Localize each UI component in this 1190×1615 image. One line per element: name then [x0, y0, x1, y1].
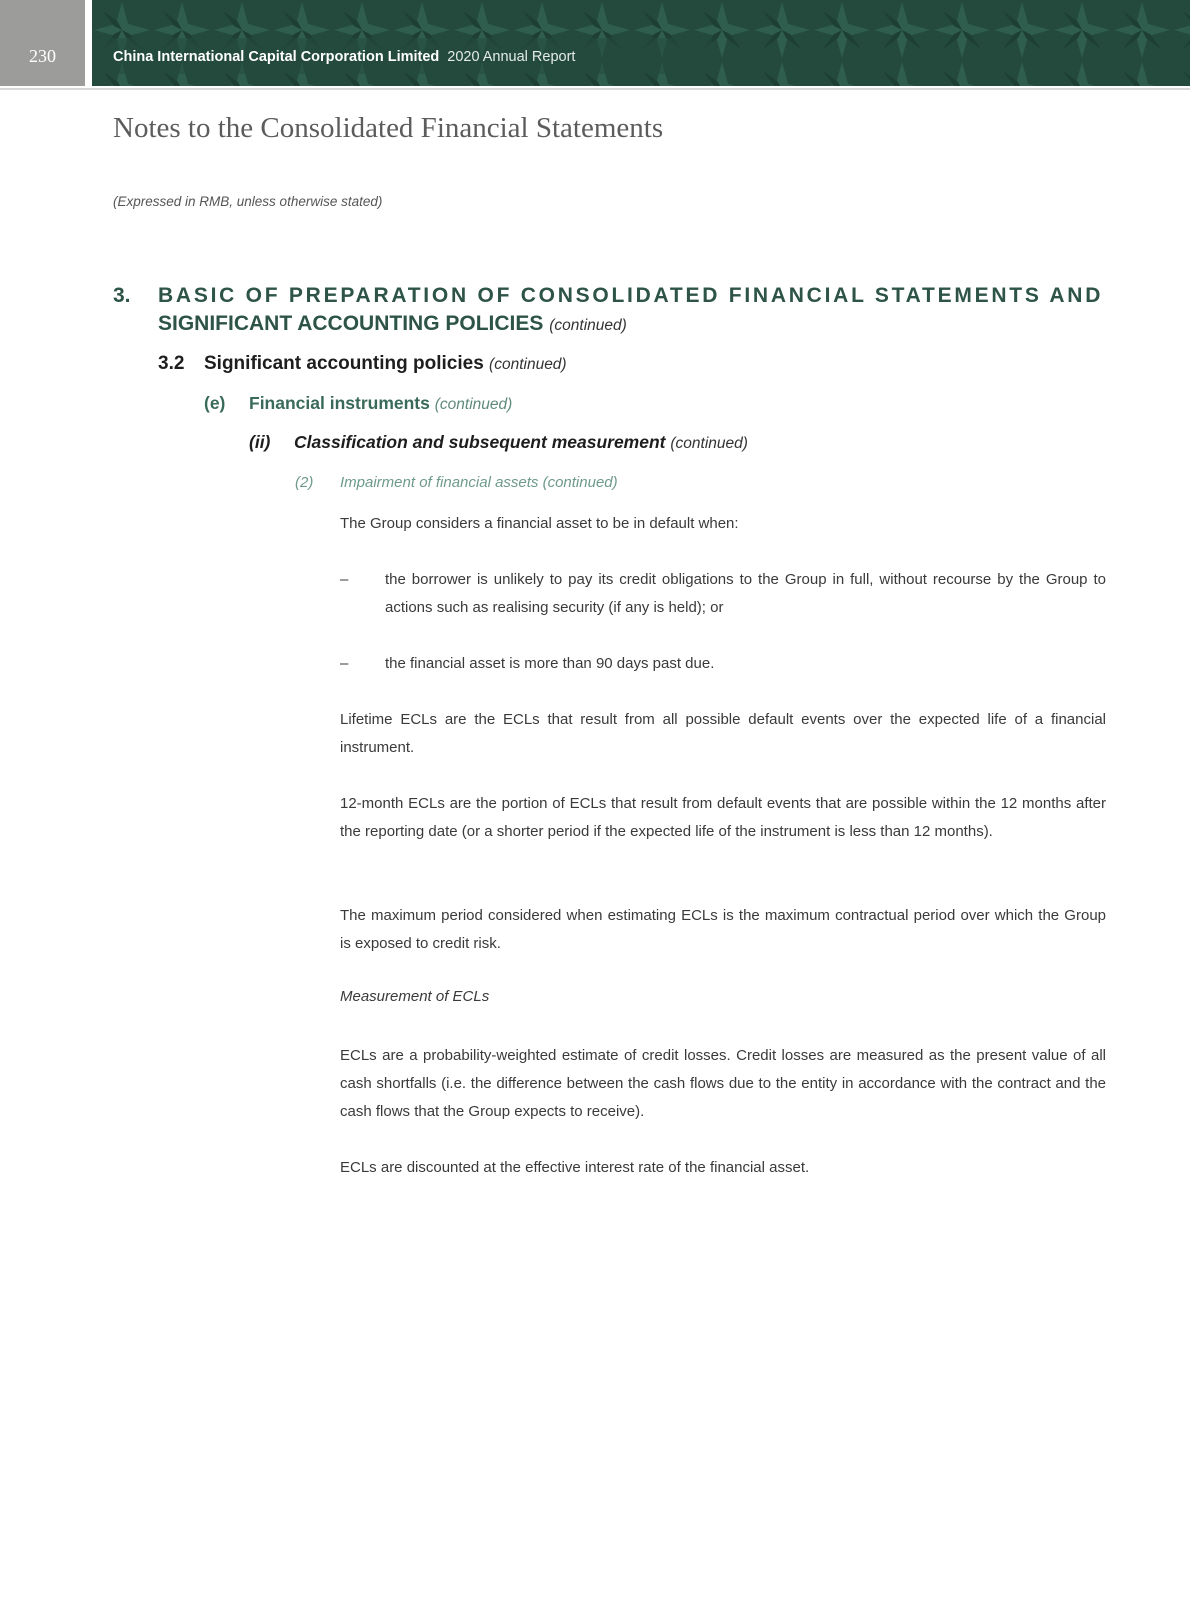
item-2-title: Impairment of financial assets (continued): [340, 474, 618, 491]
item-e-number: (e): [204, 393, 226, 413]
bullet-text-1: the borrower is unlikely to pay its credit obligations to the Group in full, without recourse by the Group to actions such as realising security (if any is held); or: [385, 571, 1106, 616]
measurement-heading: Measurement of ECLs: [340, 988, 490, 1005]
currency-note: (Expressed in RMB, unless otherwise stated): [113, 194, 383, 209]
subsection-title: Significant accounting policies: [204, 353, 484, 374]
discounted-paragraph: ECLs are discounted at the effective interest rate of the financial asset.: [340, 1159, 810, 1176]
section-title-line1: BASIC OF PREPARATION OF CONSOLIDATED FINANCIAL STATEMENTS AND: [158, 284, 1104, 307]
section-title-line2-text: SIGNIFICANT ACCOUNTING POLICIES: [158, 312, 544, 335]
twelve-month-paragraph: 12-month ECLs are the portion of ECLs that result from default events that are possible within the 12 months after the reporting date (or a shorter period if the expected life of the instrument is less than 12 months).: [340, 795, 1106, 840]
report-name: 2020 Annual Report: [447, 49, 576, 65]
item-e-title: Financial instruments: [249, 393, 430, 413]
section-continued: (continued): [549, 317, 627, 334]
item-2-number: (2): [295, 474, 314, 491]
item-ii-title: Classification and subsequent measurement: [294, 432, 666, 452]
subsection-heading: [204, 353, 567, 375]
bullet-dash-1: –: [340, 571, 349, 588]
page-title: Notes to the Consolidated Financial Statements: [113, 112, 664, 144]
page-number: 230: [29, 46, 56, 66]
item-ii-heading: [294, 432, 748, 453]
bullet-dash-2: –: [340, 655, 349, 672]
company-name: China International Capital Corporation Limited: [113, 49, 440, 65]
subsection-number: 3.2: [158, 353, 185, 374]
section-number: 3.: [113, 284, 131, 307]
item-e-continued: (continued): [434, 396, 513, 413]
banner-text: [113, 49, 575, 65]
banner-pattern: [92, 0, 1190, 86]
measurement-paragraph: ECLs are a probability-weighted estimate of credit losses. Credit losses are measured as the present value of all cash shortfalls (i.e. the difference between the cash flows due to the entity in accordance with the contract and the cash flows that the Group expects to receive).: [340, 1047, 1106, 1120]
item-ii-continued: (continued): [670, 435, 748, 452]
bullet-text-2: the financial asset is more than 90 days past due.: [385, 655, 715, 672]
maximum-period-paragraph: The maximum period considered when estimating ECLs is the maximum contractual period over which the Group is exposed to credit risk.: [340, 907, 1106, 952]
item-ii-number: (ii): [249, 432, 271, 452]
subsection-continued: (continued): [489, 356, 567, 373]
header-divider: [0, 88, 1190, 90]
page-number-box: [0, 0, 85, 86]
lifetime-paragraph: Lifetime ECLs are the ECLs that result from all possible default events over the expected life of a financial instrument.: [340, 711, 1106, 756]
header-banner: [92, 0, 1190, 86]
item-e-heading: [249, 393, 512, 414]
intro-paragraph: The Group considers a financial asset to be in default when:: [340, 515, 739, 532]
section-title-line2: [158, 312, 627, 336]
